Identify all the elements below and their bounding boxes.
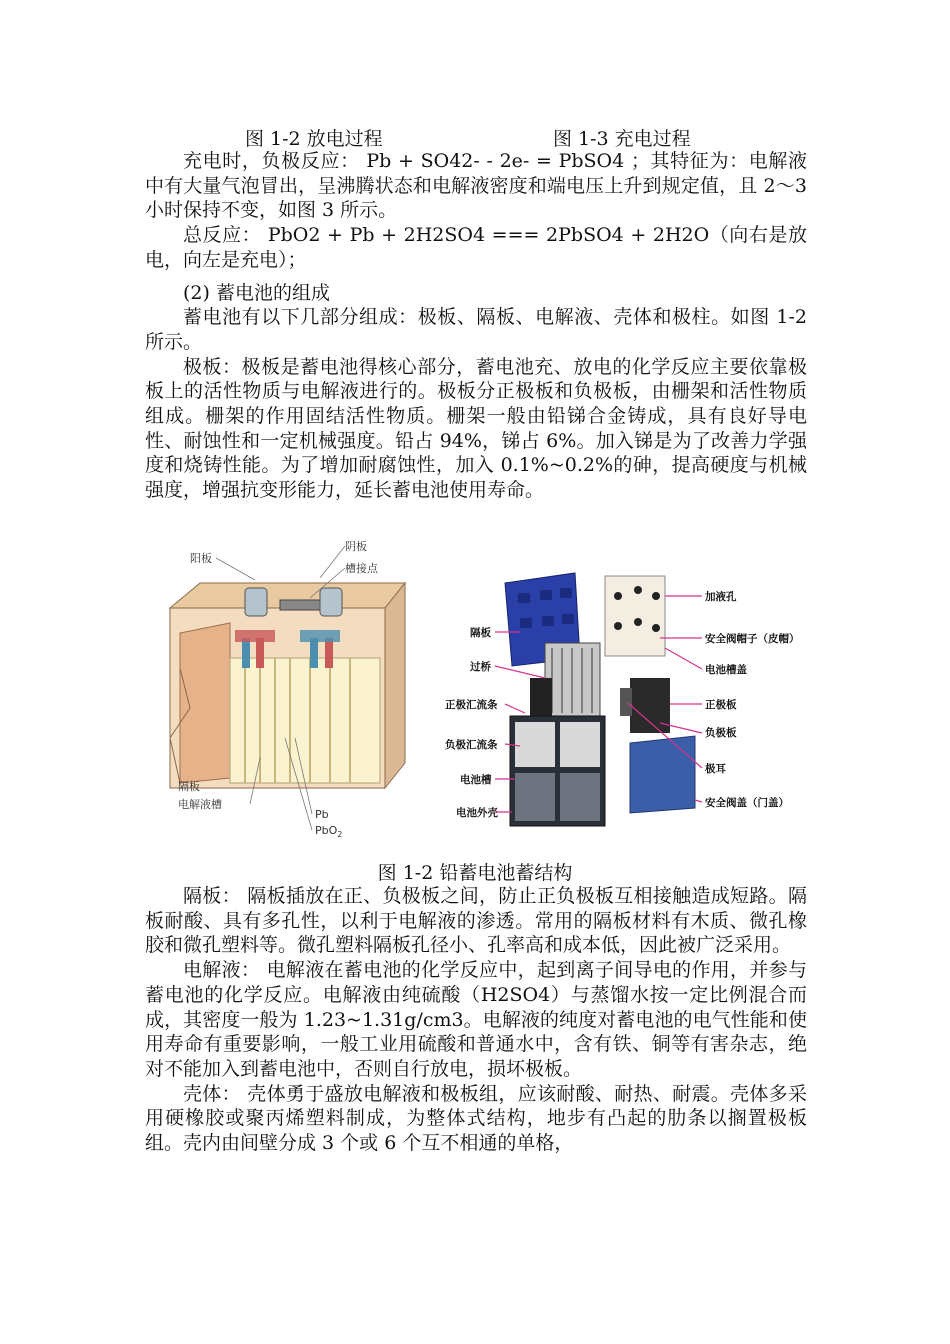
battery-structure-illustration [160, 538, 800, 838]
label-cathode: 阴板 [345, 540, 367, 553]
text-block-bottom [145, 884, 807, 1156]
battery-cutaway-drawing [170, 583, 405, 788]
label-pbo2: PbO$_2$ [315, 824, 343, 838]
photo-label-cell-tank: 电池槽 [460, 774, 492, 786]
photo-label-pos-bus: 正极汇流条 [445, 699, 498, 711]
paragraph-separator: 隔板： 隔板插放在正、负极板之间，防止正负极板互相接触造成短路。隔板耐酸、具有多孔性，以利于电解液的渗透。常用的隔板材料有木质、微孔橡胶和微孔塑料等。微孔塑料隔板孔径小、孔率高和成本低，因此被广泛采用。 [145, 885, 807, 957]
label-electrolyte-tank: 电解液槽 [178, 798, 222, 811]
photo-label-neg-bus: 负极汇流条 [445, 739, 498, 751]
label-pb: Pb [315, 808, 329, 821]
paragraph-electrolyte: 电解液： 电解液在蓄电池的化学反应中，起到离子间导电的作用，并参与蓄电池的化学反应。电解液由纯硫酸（H2SO4）与蒸馏水按一定比例混合而成，其密度一般为 1.23~1.31g/cm3。电解液的纯度对蓄电池的电气性能和使用寿命有重要影响，一般工业用硫酸和普通水中，含有铁、铜等有害杂志，绝对不能加入到蓄电池中，否则自行放电，损坏极板。 [145, 959, 807, 1080]
paragraph-plates: 极板：极板是蓄电池得核心部分，蓄电池充、放电的化学反应主要依靠极板上的活性物质与电解液进行的。极板分正极板和负极板，由栅架和活性物质组成。栅架的作用固结活性物质。栅架一般由铅锑合金铸成，具有良好导电性、耐蚀性和一定机械强度。铅占 94%，锑占 6%。加入锑是为了改善力学强度和烧铸性能。为了增加耐腐蚀性，加入 0.1%~0.2%的砷，提高硬度与机械强度，增强抗变形能力，延长蓄电池使用寿命。 [145, 355, 807, 502]
section-heading: (2) 蓄电池的组成 [183, 281, 330, 304]
figure-caption-structure: 图 1-2 铅蓄电池蓄结构 [377, 862, 573, 884]
photo-label-neg-plate: 负极板 [705, 727, 737, 739]
label-anode: 阳板 [190, 552, 212, 565]
paragraph-case: 壳体： 壳体勇于盛放电解液和极板组，应该耐酸、耐热、耐震。壳体多采用硬橡胶或聚丙烯塑料制成，为整体式结构，地步有凸起的肋条以搁置极板组。壳内由间壁分成 3 个或 6 个互不相通的单格， [145, 1082, 807, 1155]
photo-label-safety-cap: 安全阀帽子（皮帽） [705, 633, 800, 645]
photo-label-case: 电池外壳 [456, 807, 498, 819]
label-separator: 隔板 [178, 780, 200, 793]
label-connector: 槽接点 [345, 562, 378, 575]
battery-exploded-photo [505, 573, 695, 826]
battery-structure-figure [160, 538, 800, 838]
photo-label-fill-hole: 加液孔 [705, 591, 737, 603]
photo-label-tab: 极耳 [705, 763, 726, 775]
figure-caption-charge: 图 1-3 充电过程 [553, 128, 691, 150]
paragraph-total-reaction: 总反应： PbO2 + Pb + 2H2SO4 === 2PbSO4 + 2H2O（向右是放电，向左是充电）； [145, 224, 807, 271]
photo-label-bridge: 过桥 [470, 661, 491, 673]
paragraph-composition: 蓄电池有以下几部分组成：极板、隔板、电解液、壳体和极柱。如图 1-2 所示。 [145, 306, 807, 353]
photo-label-pos-plate: 正极板 [705, 699, 737, 711]
photo-label-cover: 电池槽盖 [705, 664, 747, 676]
photo-label-safety-valve: 安全阀盖（门盖） [705, 797, 789, 809]
figure-caption-discharge: 图 1-2 放电过程 [245, 128, 383, 150]
text-block-top [145, 149, 807, 503]
photo-label-separator: 隔板 [470, 627, 491, 639]
paragraph-charge-reaction: 充电时，负极反应： Pb + SO42- - 2e- = PbSO4 ；其特征为：电解液中有大量气泡冒出，呈沸腾状态和电解液密度和端电压上升到规定值，且 2～3 小时保持不变，如图 3 所示。 [145, 150, 807, 222]
